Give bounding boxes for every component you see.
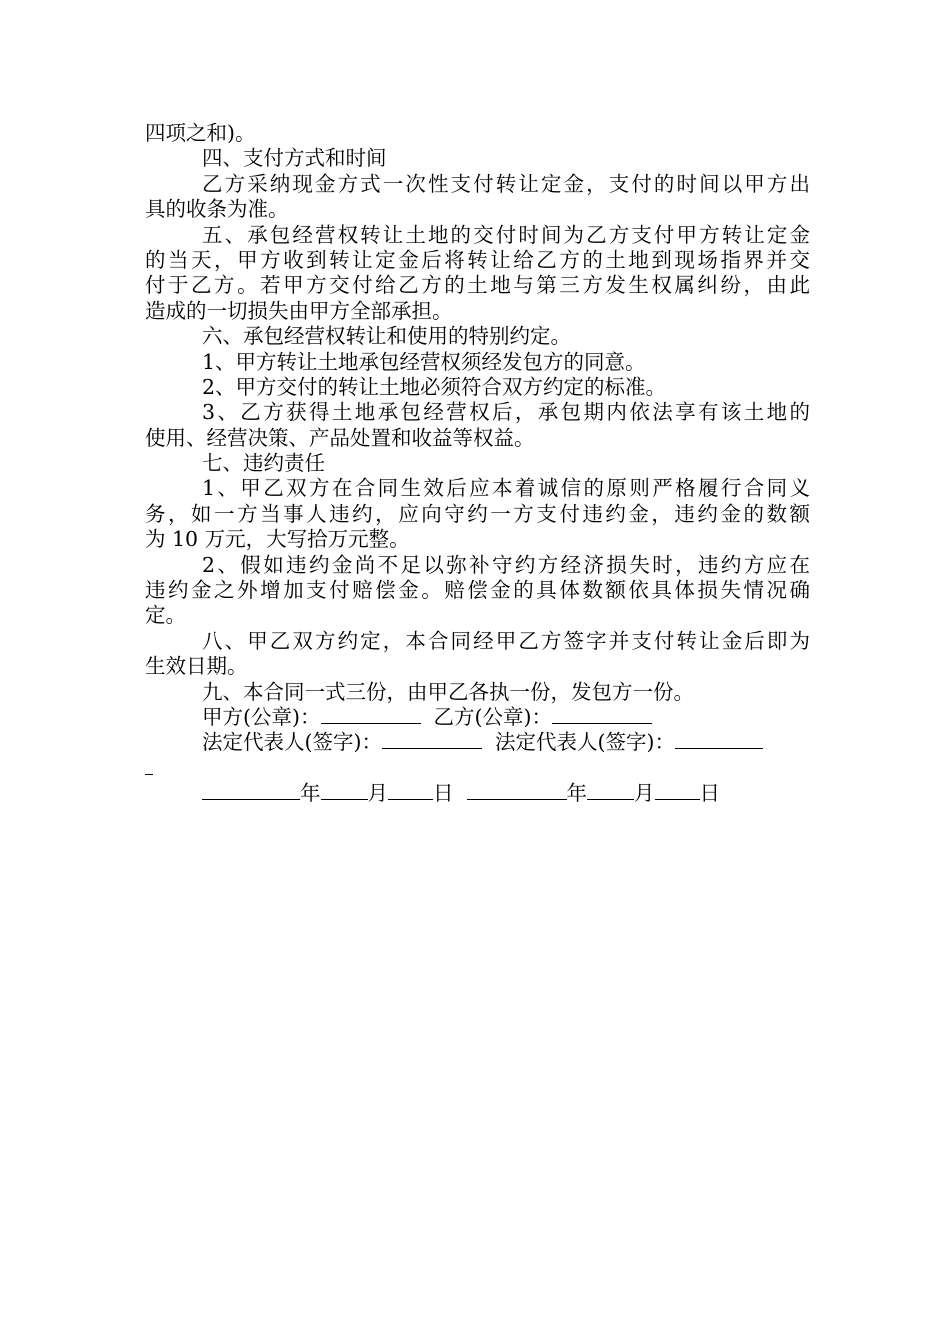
text-line: 九、本合同一式三份，由甲乙各执一份，发包方一份。 bbox=[202, 679, 694, 704]
text-line: 2、甲方交付的转让土地必须符合双方约定的标准。 bbox=[202, 374, 667, 399]
month-b-label: 月 bbox=[634, 781, 655, 806]
rep-a-signature-blank[interactable] bbox=[382, 731, 482, 749]
party-b-seal-blank[interactable] bbox=[552, 706, 652, 724]
day-b-blank[interactable] bbox=[655, 782, 700, 800]
section-heading-payment: 四、支付方式和时间 bbox=[202, 146, 387, 171]
month-b-blank[interactable] bbox=[587, 782, 634, 800]
text-line: 使用、经营决策、产品处置和收益等权益。 bbox=[145, 425, 535, 450]
text-line: 的当天，甲方收到转让定金后将转让给乙方的土地到现场指界并交 bbox=[145, 247, 810, 272]
year-b-blank[interactable] bbox=[467, 782, 567, 800]
text-line: 3、乙方获得土地承包经营权后，承包期内依法享有该土地的 bbox=[202, 400, 810, 425]
text-line: 1、甲方转让土地承包经营权须经发包方的同意。 bbox=[202, 349, 646, 374]
text-line: 2、假如违约金尚不足以弥补守约方经济损失时，违约方应在 bbox=[202, 552, 810, 577]
text-line: 乙方采纳现金方式一次性支付转让定金，支付的时间以甲方出 bbox=[202, 171, 810, 196]
date-row bbox=[145, 781, 810, 806]
representative-row bbox=[145, 730, 810, 755]
month-a-blank[interactable] bbox=[321, 782, 368, 800]
section-heading-liability: 七、违约责任 bbox=[202, 451, 325, 476]
text-line: 造成的一切损失由甲方全部承担。 bbox=[145, 298, 453, 323]
text-line: 违约金之外增加支付赔偿金。赔偿金的具体数额依具体损失情况确 bbox=[145, 578, 810, 603]
year-a-blank[interactable] bbox=[202, 782, 300, 800]
text-line: 生效日期。 bbox=[145, 654, 248, 679]
contract-body bbox=[145, 121, 810, 807]
text-line: 定。 bbox=[145, 603, 186, 628]
text-line: 五、承包经营权转让土地的交付时间为乙方支付甲方转让定金 bbox=[202, 222, 810, 247]
text-line: 八、甲乙双方约定，本合同经甲乙方签字并支付转让金后即为 bbox=[202, 628, 810, 653]
party-b-seal-label: 乙方(公章)： bbox=[433, 704, 553, 729]
day-a-blank[interactable] bbox=[388, 782, 433, 800]
text-line: 为 10 万元，大写拾万元整。 bbox=[145, 527, 410, 552]
month-a-label: 月 bbox=[367, 781, 388, 806]
text-line: 1、甲乙双方在合同生效后应本着诚信的原则严格履行合同义 bbox=[202, 476, 810, 501]
party-a-seal-blank[interactable] bbox=[321, 706, 421, 724]
section-heading-special-terms: 六、承包经营权转让和使用的特别约定。 bbox=[202, 324, 571, 349]
rep-b-label: 法定代表人(签字)： bbox=[495, 730, 676, 755]
party-a-seal-label: 甲方(公章)： bbox=[202, 704, 321, 729]
day-b-label: 日 bbox=[699, 781, 721, 806]
rep-a-label: 法定代表人(签字)： bbox=[202, 730, 382, 755]
year-a-label: 年 bbox=[300, 781, 321, 806]
seal-row bbox=[145, 705, 810, 730]
day-a-label: 日 bbox=[433, 781, 454, 806]
rep-b-signature-blank-continued[interactable] bbox=[145, 757, 153, 775]
rep-b-signature-blank[interactable] bbox=[675, 731, 763, 749]
wrapped-blank-line bbox=[145, 756, 810, 781]
text-line: 具的收条为准。 bbox=[145, 197, 289, 222]
text-line: 付于乙方。若甲方交付给乙方的土地与第三方发生权属纠纷，由此 bbox=[145, 273, 810, 298]
text-line: 务，如一方当事人违约，应向守约一方支付违约金，违约金的数额 bbox=[145, 501, 810, 526]
text-line: 四项之和)。 bbox=[145, 121, 256, 145]
year-b-label: 年 bbox=[566, 781, 588, 806]
